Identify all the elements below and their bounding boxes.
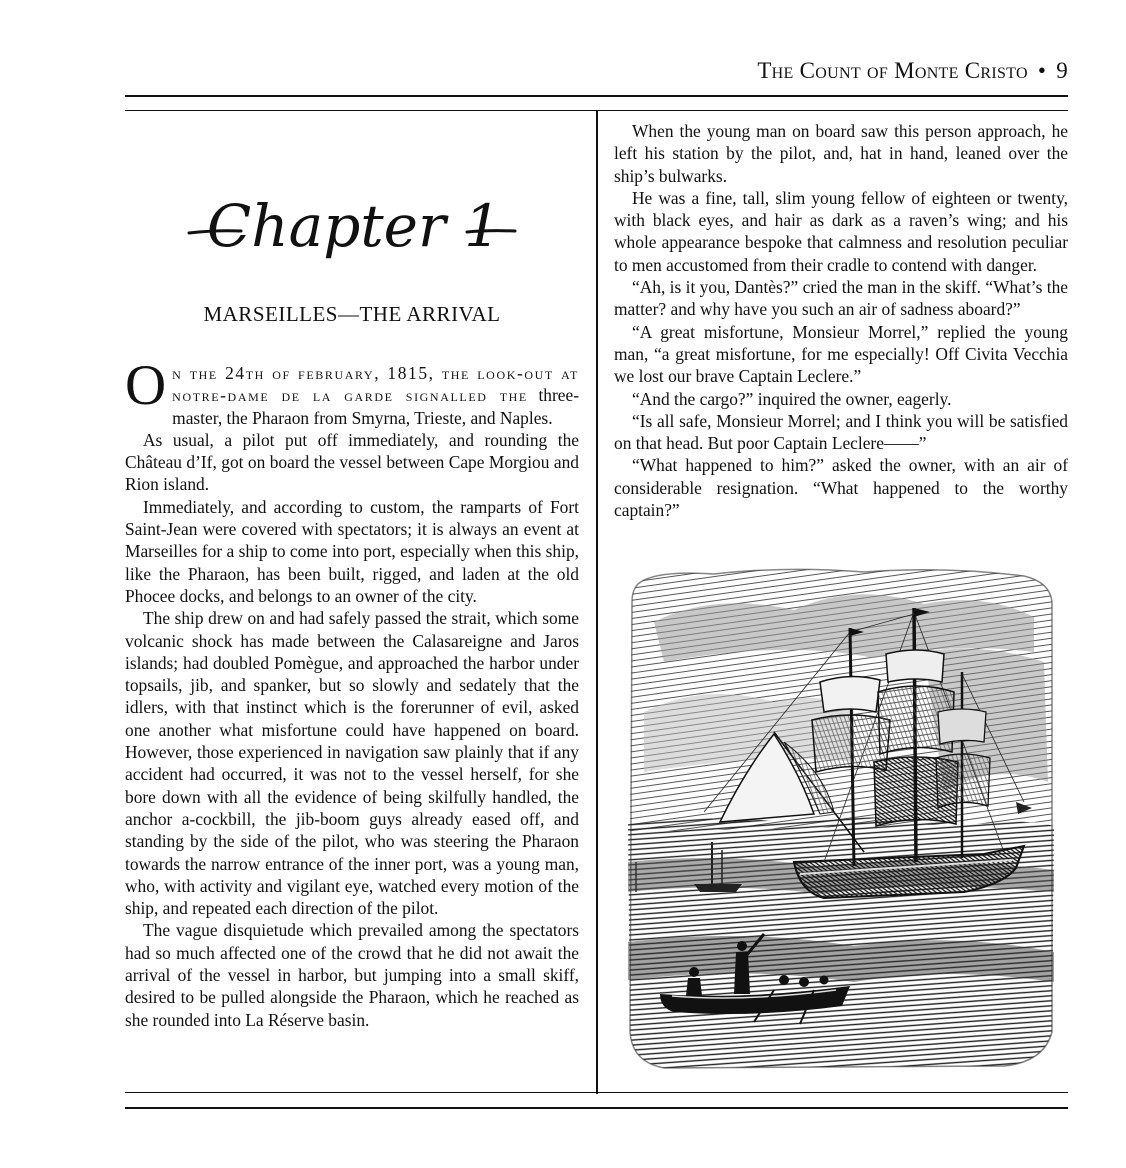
lead-small-caps: n the 24th of february, 1815, the look-out at notre-dame de la garde signalled the <box>172 363 579 406</box>
header-rule <box>125 95 1068 97</box>
footer-rule <box>125 1107 1068 1109</box>
drop-cap: O <box>125 354 167 417</box>
paragraph: Immediately, and according to custom, the ramparts of Fort Saint-Jean were covered with spectators; it is always an event at Marseilles for a ship to come into port, especially when this ship, like the Pharaon, has been built, rigged, and laden at the old Phocee docks, and belongs to an owner of the city. <box>125 496 579 606</box>
sailing-ship-engraving-icon <box>624 562 1056 1070</box>
paragraph: “Ah, is it you, Dantès?” cried the man in the skiff. “What’s the matter? and why have you such an air of sadness aboard?” <box>614 277 1068 320</box>
paragraph: “What happened to him?” asked the owner, with an air of considerable resignation. “What happened to the worthy captain?” <box>614 455 1068 521</box>
header-separator: • <box>1037 58 1047 83</box>
running-head <box>757 58 1068 84</box>
chapter-heading-ornament <box>125 170 579 280</box>
footer-rule-thin <box>125 1092 1068 1093</box>
opening-paragraph <box>125 354 579 429</box>
paragraph: The vague disquietude which prevailed among the spectators had so much affected one of the crowd that he did not await the arrival of the vessel in harbor, but jumping into a small skiff, desired to be pulled alongside the Pharaon, which he reached as she rounded into La Réserve basin. <box>125 920 579 1030</box>
paragraph: When the young man on board saw this person approach, he left his station by the pilot, and, hat in hand, leaned over the ship’s bulwarks. <box>614 121 1068 186</box>
column-divider <box>596 111 598 1094</box>
paragraph: As usual, a pilot put off immediately, and rounding the Château d’If, got on board the vessel between Cape Morgiou and Rion island. <box>125 429 579 495</box>
paragraph: “Is all safe, Monsieur Morrel; and I think you will be satisfied on that head. But poor Captain Leclere——” <box>614 410 1068 454</box>
paragraph: He was a fine, tall, slim young fellow of eighteen or twenty, with black eyes, and hair as dark as a raven’s wing; and his whole appearance bespoke that calmness and resolution peculiar to men accustomed from their cradle to contend with danger. <box>614 187 1068 275</box>
right-column <box>614 120 1068 521</box>
chapter-heading <box>125 170 579 280</box>
paragraph: The ship drew on and had safely passed the strait, which some volcanic shock has made between the Calasareigne and Jaros islands; had doubled Pomègue, and approached the harbor under topsails, jib, and spanker, but so slowly and sedately that the idlers, with that instinct which is the forerunner of evil, asked one another what misfortune could have happened on board. However, those experienced in navigation saw plainly that if any accident had occurred, it was not to the vessel herself, for she bore down with all the evidence of being skilfully handled, the anchor a-cockbill, the jib-boom guys already eased off, and standing by the side of the pilot, who was steering the Pharaon towards the narrow entrance of the inner port, was a young man, who, with activity and vigilant eye, watched every motion of the ship, and repeated each direction of the pilot. <box>125 608 579 919</box>
paragraph: “A great misfortune, Monsieur Morrel,” replied the young man, “a great misfortune, for me especially! Off Civita Vecchia we lost our brave Captain Leclere.” <box>614 321 1068 387</box>
book-title: The Count of Monte Cristo <box>757 58 1028 83</box>
chapter-title: Chapter 1 <box>206 192 502 260</box>
paragraph: “And the cargo?” inquired the owner, eagerly. <box>632 388 952 409</box>
chapter-subtitle: MARSEILLES—THE ARRIVAL <box>203 302 501 326</box>
left-column <box>125 354 579 1031</box>
page-number: 9 <box>1056 58 1068 83</box>
lead-rest: three-master, the Pharaon from Smyrna, Trieste, and Naples. <box>172 385 579 428</box>
ship-illustration <box>624 562 1056 1070</box>
